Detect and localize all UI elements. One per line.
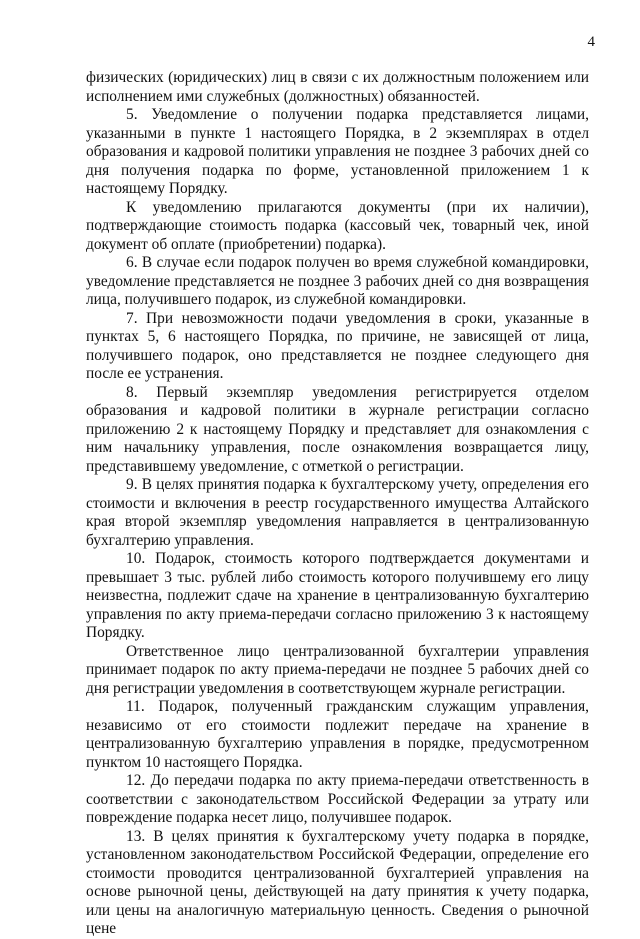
paragraph-item-12: 12. До передачи подарка по акту приема-передачи ответственность в соответствии с законодательством Российской Федерации за утрату или повреждение подарка несет лицо, получившее подарок. [86, 772, 589, 826]
paragraph-item-5: 5. Уведомление о получении подарка представляется лицами, указанными в пункте 1 настоящего Порядка, в 2 экземплярах в отдел образования и кадровой политики управления не позднее 3 рабочих дней со дня получения подарка по форме, установленной приложением 1 к настоящему Порядку. [86, 106, 589, 197]
paragraph-item-5-attachments: К уведомлению прилагаются документы (при их наличии), подтверждающие стоимость подарка (кассовый чек, товарный чек, иной документ об оплате (приобретении) подарка). [86, 198, 589, 253]
page-number: 4 [587, 34, 595, 50]
paragraph-item-9: 9. В целях принятия подарка к бухгалтерскому учету, определения его стоимости и включения в реестр государственного имущества Алтайского края второй экземпляр уведомления направляется в централизованную бухгалтерию управления. [86, 476, 589, 549]
paragraph-item-6: 6. В случае если подарок получен во время служебной командировки, уведомление представляется не позднее 3 рабочих дней со дня возвращения лица, получившего подарок, из служебной командировки. [86, 254, 589, 308]
paragraph-item-10-acceptance: Ответственное лицо централизованной бухгалтерии управления принимает подарок по акту приема-передачи не позднее 5 рабочих дней со дня регистрации уведомления в соответствующем журнале регистрации. [86, 642, 589, 697]
paragraph-item-10: 10. Подарок, стоимость которого подтверждается документами и превышает 3 тыс. рублей либо стоимость которого получившему его лицу неизвестна, подлежит сдаче на хранение в централизованную бухгалтерию управления по акту приема-передачи согласно приложению 3 к настоящему Порядку. [86, 550, 589, 641]
paragraph-item-13: 13. В целях принятия к бухгалтерскому учету подарка в порядке, установленном законодательством Российской Федерации, определение его стоимости проводится централизованной бухгалтерией управления на основе рыночной цены, действующей на дату принятия к учету подарка, или цены на аналогичную материальную ценность. Сведения о рыночной цене [86, 827, 589, 937]
paragraph-item-7: 7. При невозможности подачи уведомления в сроки, указанные в пунктах 5, 6 настоящего Порядка, по причине, не зависящей от лица, получившего подарок, оно представляется не позднее следующего дня после ее устранения. [86, 309, 589, 382]
paragraph-item-11: 11. Подарок, полученный гражданским служащим управления, независимо от его стоимости подлежит передаче на хранение в централизованную бухгалтерию управления в порядке, предусмотренном пунктом 10 настоящего Порядка. [86, 698, 589, 771]
paragraph-item-8: 8. Первый экземпляр уведомления регистрируется отделом образования и кадровой политики в журнале регистрации согласно приложению 2 к настоящему Порядку и представляет для ознакомления с ним начальнику управления, после ознакомления возвращается лицу, представившему уведомление, с отметкой о регистрации. [86, 383, 589, 475]
document-body [86, 69, 589, 939]
paragraph-continuation: физических (юридических) лиц в связи с их должностным положением или исполнением ими служебных (должностных) обязанностей. [86, 69, 589, 105]
